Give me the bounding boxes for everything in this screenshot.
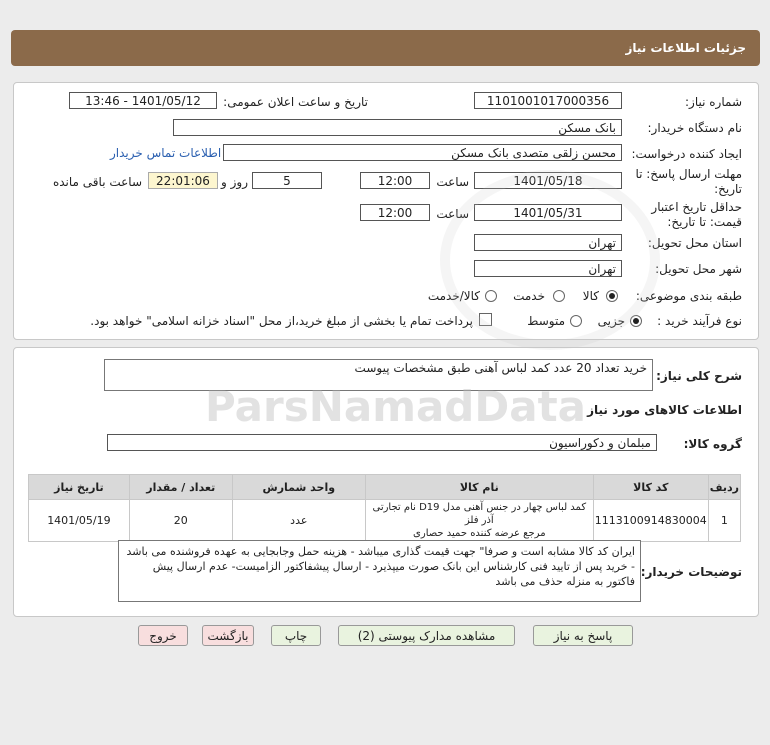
goods-info-title: اطلاعات کالاهای مورد نیاز [587, 403, 742, 417]
row-number-cell: 1 [708, 500, 740, 542]
reply-time-field: 12:00 [360, 172, 430, 189]
city-label: شهر محل تحویل: [655, 262, 742, 276]
category-service-label: خدمت [513, 289, 545, 303]
table-row [29, 500, 741, 542]
process-minor-label: جزیی [597, 314, 625, 328]
brand-watermark: ParsNamadData [205, 382, 586, 431]
treasury-payment-note: پرداخت تمام یا بخشی از مبلغ خرید،از محل "اسناد خزانه اسلامی" خواهد بود. [90, 314, 473, 328]
item-supplier-line: مرجع عرضه کننده حمید حصاری [413, 528, 546, 539]
creator-label: ایجاد کننده درخواست: [631, 147, 742, 161]
item-name-line: کمد لباس چهار در جنس آهنی مدل D19 نام تجارتی آذر فلز [372, 502, 587, 526]
quantity-cell: 20 [129, 500, 232, 542]
buyer-contact-link[interactable]: اطلاعات تماس خریدار [110, 146, 222, 160]
reply-deadline-label: مهلت ارسال پاسخ: تا تاریخ: [635, 167, 742, 196]
days-field: 5 [252, 172, 322, 189]
remaining-time-field: 22:01:06 [148, 172, 218, 189]
announce-label: تاریخ و ساعت اعلان عمومی: [223, 95, 368, 109]
days-label: روز و [221, 175, 248, 189]
buyer-notes-field: ایران کد کالا مشابه است و صرفا" جهت قیمت گذاری میباشد - هزینه حمل وجابجایی به عهده فروشنده می باشد - خرید پس از تایید فنی کارشناس این بانک صورت میپذیرد - ارسال پیشفاکتور الزامیست- عدم ارسال پیش فاکتور به منزله حذف می باشد [118, 540, 641, 602]
province-label: استان محل تحویل: [647, 236, 742, 250]
reply-date-field: 1401/05/18 [474, 172, 622, 189]
column-header-date: تاریخ نیاز [29, 475, 130, 500]
category-radio-service[interactable] [553, 290, 565, 302]
process-label: نوع فرآیند خرید : [657, 314, 742, 328]
need-number-label: شماره نیاز: [685, 95, 742, 109]
print-button[interactable]: چاپ [271, 625, 321, 646]
category-label: طبقه بندی موضوعی: [635, 289, 742, 303]
column-header-name: نام کالا [365, 475, 593, 500]
exit-button[interactable]: خروج [138, 625, 188, 646]
back-button[interactable]: بازگشت [202, 625, 254, 646]
page-header [11, 30, 760, 66]
creator-field: محسن زلقی متصدی بانک مسکن [223, 144, 622, 161]
province-field: تهران [474, 234, 622, 251]
column-header-qty: تعداد / مقدار [129, 475, 232, 500]
item-name-cell [365, 500, 593, 542]
announce-field: 1401/05/12 - 13:46 [69, 92, 217, 109]
category-goods-service-label: کالا/خدمت [427, 289, 480, 303]
buyer-org-field: بانک مسکن [173, 119, 622, 136]
need-date-cell: 1401/05/19 [29, 500, 130, 542]
page-title: جزئیات اطلاعات نیاز [625, 41, 746, 55]
column-header-unit: واحد شمارش [232, 475, 365, 500]
remaining-time-label: ساعت باقی مانده [52, 175, 142, 189]
city-field: تهران [474, 260, 622, 277]
summary-field: خرید تعداد 20 عدد کمد لباس آهنی طبق مشخصات پیوست [104, 359, 653, 391]
goods-group-field: مبلمان و دکوراسیون [107, 434, 657, 451]
process-radio-minor[interactable] [630, 315, 642, 327]
view-attachments-button[interactable]: مشاهده مدارک پیوستی (2) [338, 625, 515, 646]
category-radio-goods-service[interactable] [485, 290, 497, 302]
category-radio-goods[interactable] [606, 290, 618, 302]
validity-label: حداقل تاریخ اعتبار قیمت: تا تاریخ: [651, 200, 742, 229]
unit-cell: عدد [232, 500, 365, 542]
validity-time-label: ساعت [436, 207, 469, 221]
validity-date-field: 1401/05/31 [474, 204, 622, 221]
reply-time-label: ساعت [436, 175, 469, 189]
buyer-org-label: نام دستگاه خریدار: [647, 121, 742, 135]
treasury-payment-checkbox[interactable] [479, 313, 492, 326]
goods-table [28, 474, 741, 542]
summary-label: شرح کلی نیاز: [656, 369, 742, 383]
reply-to-need-button[interactable]: پاسخ به نیاز [533, 625, 633, 646]
need-number-field: 1101001017000356 [474, 92, 622, 109]
process-medium-label: متوسط [527, 314, 565, 328]
column-header-row: ردیف [708, 475, 740, 500]
column-header-code: کد کالا [593, 475, 708, 500]
validity-time-field: 12:00 [360, 204, 430, 221]
goods-group-label: گروه کالا: [683, 437, 742, 451]
item-code-cell: 1113100914830004 [593, 500, 708, 542]
buyer-notes-label: توضیحات خریدار: [640, 565, 742, 579]
category-goods-label: کالا [582, 289, 599, 303]
process-radio-medium[interactable] [570, 315, 582, 327]
